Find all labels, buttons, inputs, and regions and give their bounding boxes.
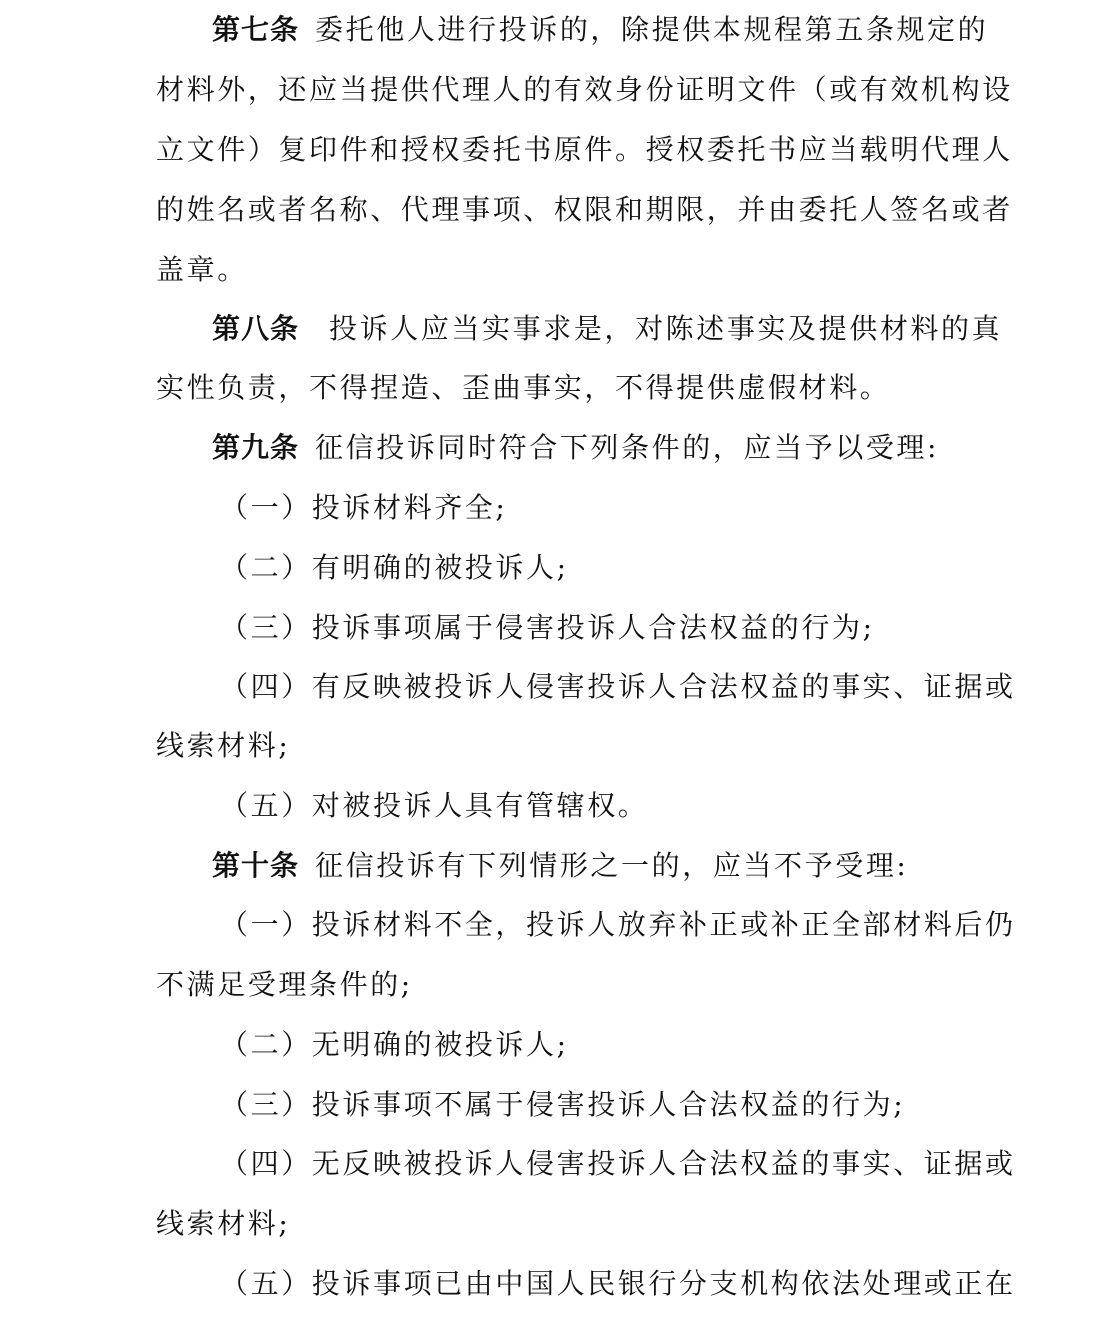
article-10-item-1-cont: 不满足受理条件的; (156, 968, 413, 1001)
article-8-line-1 (212, 299, 1012, 359)
article-10-item-5: （五）投诉事项已由中国人民银行分支机构依法处理或正在 (220, 1267, 1016, 1300)
article-10-item-2: （二）无明确的被投诉人; (220, 1028, 569, 1061)
article-9-intro: 征信投诉同时符合下列条件的，应当予以受理: (315, 431, 940, 464)
article-9-item-1: （一）投诉材料齐全; (220, 491, 508, 524)
article-7-line-1 (212, 0, 1012, 60)
article-9-heading: 第九条 (212, 431, 300, 464)
article-9-item-2: （二）有明确的被投诉人; (220, 551, 569, 584)
article-10-item-3: （三）投诉事项不属于侵害投诉人合法权益的行为; (220, 1088, 906, 1121)
article-9-item-4: （四）有反映被投诉人侵害投诉人合法权益的事实、证据或 (220, 670, 1016, 703)
article-10-line-1 (212, 836, 1012, 896)
article-10-heading: 第十条 (212, 849, 300, 882)
article-9-item-4-cont: 线索材料; (156, 729, 291, 762)
article-7-line-3: 立文件）复印件和授权委托书原件。授权委托书应当载明代理人 (156, 133, 1013, 166)
article-7-line-2: 材料外，还应当提供代理人的有效身份证明文件（或有效机构设 (156, 73, 1013, 106)
article-9-item-5: （五）对被投诉人具有管辖权。 (220, 789, 649, 822)
article-10-item-4-cont: 线索材料; (156, 1207, 291, 1240)
article-7-line-4: 的姓名或者名称、代理事项、权限和期限，并由委托人签名或者 (156, 193, 1013, 226)
article-9-line-1 (212, 418, 1012, 478)
article-7-heading: 第七条 (212, 13, 300, 46)
article-10-item-1: （一）投诉材料不全，投诉人放弃补正或补正全部材料后仍 (220, 908, 1016, 941)
article-8-text: 投诉人应当实事求是，对陈述事实及提供材料的真 (329, 312, 1003, 345)
article-8-line-2: 实性负责，不得捏造、歪曲事实，不得提供虚假材料。 (156, 371, 891, 404)
article-9-item-3: （三）投诉事项属于侵害投诉人合法权益的行为; (220, 611, 875, 644)
article-7-line-5: 盖章。 (156, 253, 248, 286)
article-7-text: 委托他人进行投诉的，除提供本规程第五条规定的 (315, 13, 989, 46)
article-10-intro: 征信投诉有下列情形之一的，应当不予受理: (315, 849, 909, 882)
article-8-heading: 第八条 (212, 312, 300, 345)
article-10-item-4: （四）无反映被投诉人侵害投诉人合法权益的事实、证据或 (220, 1147, 1016, 1180)
